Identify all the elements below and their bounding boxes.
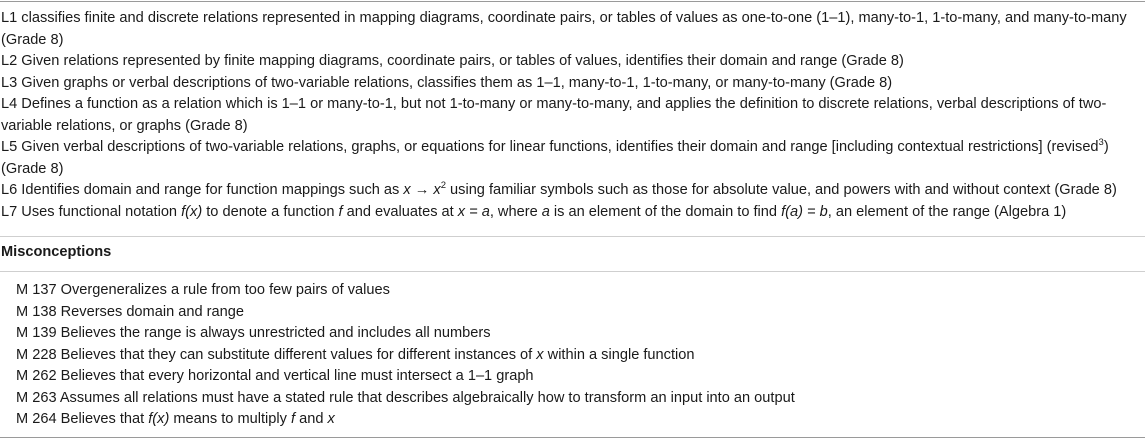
- levels-list: [1, 8, 1143, 223]
- level-l4: L4 Defines a function as a relation which is 1–1 or many-to-1, but not 1-to-many or many-to-many, and applies the definition to discrete relations, verbal descriptions of two-variable relations, or graphs (Grade 8): [1, 96, 1107, 134]
- section-divider-top: [0, 236, 1145, 237]
- misconception-m263: M 263 Assumes all relations must have a stated rule that describes algebraically how to transform an input into an output: [16, 389, 795, 406]
- section-divider-bottom: [0, 271, 1145, 272]
- level-l5: L5 Given verbal descriptions of two-variable relations, graphs, or equations for linear functions, identifies their domain and range [including contextual restrictions] (revised$^3$) (Grade 8): [1, 137, 1109, 177]
- level-l6: L6 Identifies domain and range for function mappings such as $x \to x^2$ using familiar symbols such as those for absolute value, and powers with and without context (Grade 8): [1, 180, 1117, 198]
- misconception-m228: M 228 Believes that they can substitute different values for different instances of x within a single function: [16, 346, 695, 363]
- misconceptions-list: [16, 280, 1136, 431]
- arrow-symbol: →: [410, 182, 434, 198]
- misconception-m138: M 138 Reverses domain and range: [16, 303, 244, 320]
- misconception-m137: M 137 Overgeneralizes a rule from too few pairs of values: [16, 282, 390, 298]
- level-l7: L7 Uses functional notation f(x) to denote a function f and evaluates at x = a, where a is an element of the domain to find f(a) = b, an element of the range (Algebra 1): [1, 203, 1067, 220]
- table-top-rule: [0, 1, 1145, 2]
- table-bottom-rule: [0, 437, 1145, 438]
- misconception-m264: M 264 Believes that f(x) means to multiply f and x: [16, 411, 335, 427]
- misconception-m262: M 262 Believes that every horizontal and vertical line must intersect a 1–1 graph: [16, 368, 534, 384]
- level-l1: L1 classifies finite and discrete relations represented in mapping diagrams, coordinate pairs, or tables of values as one-to-one (1–1), many-to-1, 1-to-many, and many-to-many (Grade 8): [1, 10, 1127, 48]
- misconceptions-heading: Misconceptions: [1, 244, 112, 260]
- footnote-marker: 3: [1098, 137, 1104, 149]
- level-l2: L2 Given relations represented by finite mapping diagrams, coordinate pairs, or tables of values, identifies their domain and range (Grade 8): [1, 53, 904, 69]
- level-l3: L3 Given graphs or verbal descriptions of two-variable relations, classifies them as 1–1, many-to-1, 1-to-many, or many-to-many (Grade 8): [1, 74, 893, 91]
- misconception-m139: M 139 Believes the range is always unrestricted and includes all numbers: [16, 325, 491, 341]
